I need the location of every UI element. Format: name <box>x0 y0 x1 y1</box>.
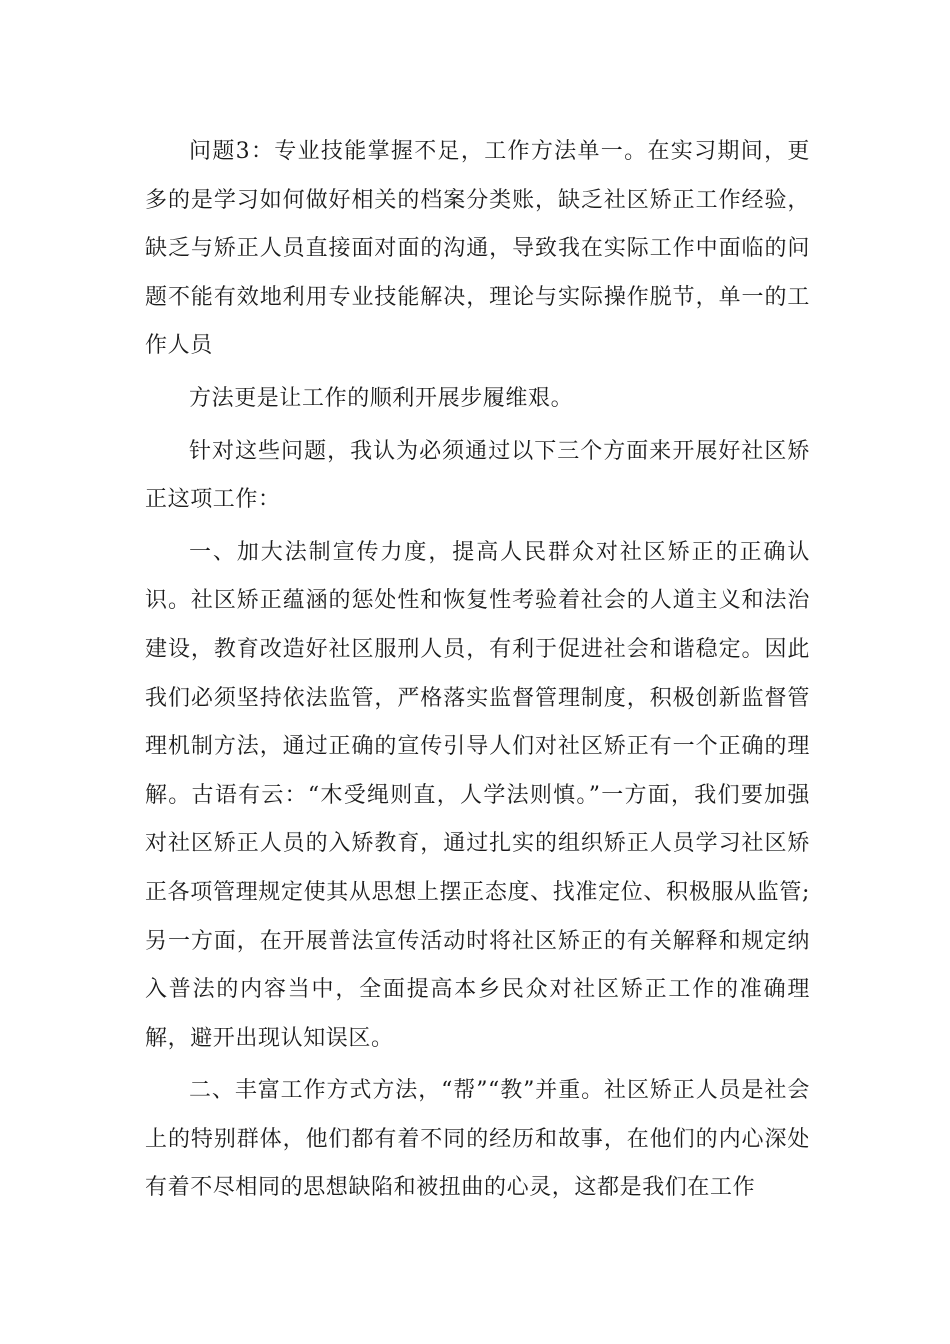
paragraph-problem-3: 问题3：专业技能掌握不足，工作方法单一。在实习期间，更多的是学习如何做好相关的档案分类账，缺乏社区矫正工作经验，缺乏与矫正人员直接面对面的沟通，导致我在实际工作中面临的问题不能有效地利用专业技能解决，理论与实际操作脱节，单一的工作人员 <box>145 139 810 359</box>
paragraph-method-difficulty: 方法更是让工作的顺利开展步履维艰。 <box>189 385 574 411</box>
paragraph-solutions-intro: 针对这些问题，我认为必须通过以下三个方面来开展好社区矫正这项工作： <box>145 438 810 513</box>
paragraph-solution-1: 一、加大法制宣传力度，提高人民群众对社区矫正的正确认识。社区矫正蕴涵的惩处性和恢复性考验着社会的人道主义和法治建设，教育改造好社区服刑人员，有利于促进社会和谐稳定。因此我们必须坚持依法监管，严格落实监督管理制度，积极创新监督管理机制方法，通过正确的宣传引导人们对社区矫正有一个正确的理解。古语有云：“木受绳则直，人学法则慎。”一方面，我们要加强对社区矫正人员的入矫教育，通过扎实的组织矫正人员学习社区矫正各项管理规定使其从思想上摆正态度、找准定位、积极服从监管;另一方面，在开展普法宣传活动时将社区矫正的有关解释和规定纳入普法的内容当中，全面提高本乡民众对社区矫正工作的准确理解，避开出现认知误区。 <box>145 539 810 1051</box>
document-body <box>145 128 810 1213</box>
paragraph-solution-2: 二、丰富工作方式方法，“帮”“教”并重。社区矫正人员是社会上的特别群体，他们都有着不同的经历和故事，在他们的内心深处有着不尽相同的思想缺陷和被扭曲的心灵，这都是我们在工作 <box>145 1078 810 1201</box>
